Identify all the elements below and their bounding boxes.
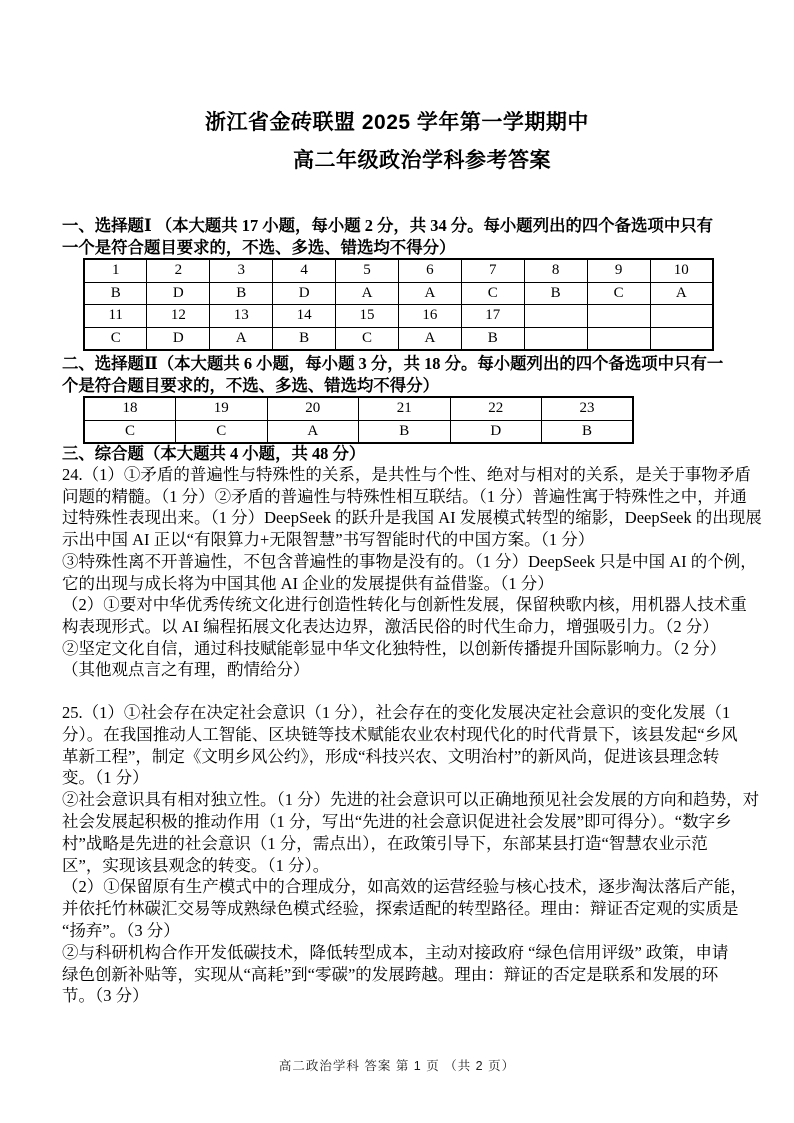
question-number-cell: 14 xyxy=(273,305,336,328)
empty-cell xyxy=(587,327,650,350)
answer-cell: D xyxy=(273,282,336,305)
table-row xyxy=(84,397,633,420)
answer-line: 并依托竹林碳汇交易等成熟绿色模式经验，探索适配的转型路径。理由：辩证否定观的实质是 xyxy=(62,899,739,919)
answer-cell: A xyxy=(398,327,461,350)
answer-line: 革新工程”，制定《文明乡风公约》，形成“科技兴农、文明治村”的新风尚，促进该县理念转 xyxy=(62,746,720,766)
answer-line: 变。（1 分） xyxy=(62,768,149,788)
answer-cell: D xyxy=(450,420,542,443)
question-number-cell: 11 xyxy=(84,305,147,328)
answer-line: ②坚定文化自信，通过科技赋能彰显中华文化独特性，以创新传播提升国际影响力。（2 分） xyxy=(62,638,727,658)
table-row xyxy=(84,327,713,350)
answer-line: （2）①要对中华优秀传统文化进行创造性转化与创新性发展，保留秧歌内核，用机器人技术重 xyxy=(62,595,747,615)
question-number-cell: 6 xyxy=(398,259,461,282)
answer-line: “扬弃”。（3 分） xyxy=(62,920,180,940)
empty-cell xyxy=(650,305,713,328)
table-row xyxy=(84,259,713,282)
answer-line: 节。（3 分） xyxy=(62,986,149,1006)
question-number-cell: 8 xyxy=(524,259,587,282)
question-number-cell: 9 xyxy=(587,259,650,282)
question-number-cell: 10 xyxy=(650,259,713,282)
answer-cell: C xyxy=(176,420,268,443)
empty-cell xyxy=(524,327,587,350)
section2-answer-table xyxy=(83,396,634,444)
answer-cell: D xyxy=(147,327,210,350)
section1-heading-line1: 一、选择题Ⅰ （本大题共 17 小题，每小题 2 分，共 34 分。每小题列出的四个备选项中只有 xyxy=(62,216,713,235)
question-number-cell: 3 xyxy=(210,259,273,282)
question-number-cell: 18 xyxy=(84,397,176,420)
document-title-line1: 浙江省金砖联盟 2025 学年第一学期期中 xyxy=(205,111,589,134)
question-number-cell: 4 xyxy=(273,259,336,282)
answer-cell: B xyxy=(84,282,147,305)
question-number-cell: 22 xyxy=(450,397,542,420)
table-row xyxy=(84,305,713,328)
answer-cell: A xyxy=(336,282,399,305)
answer-line: 村”战略是先进的社会意识（1 分，需点出），在政策引导下，东部某县打造“智慧农业示范 xyxy=(62,833,708,853)
answer-line: 区”，实现该县观念的转变。（1 分）。 xyxy=(62,855,330,875)
answer-line: 分）。在我国推动人工智能、区块链等技术赋能农业农村现代化的时代背景下，该县发起“乡风 xyxy=(62,724,738,744)
empty-cell xyxy=(650,327,713,350)
empty-cell xyxy=(524,305,587,328)
answer-line: 问题的精髓。（1 分）②矛盾的普遍性与特殊性相互联结。（1 分）普遍性寓于特殊性之中，并通 xyxy=(62,486,747,506)
section1-heading-line2: 一个是符合题目要求的，不选、多选、错选均不得分） xyxy=(62,237,456,257)
question-number-cell: 17 xyxy=(461,305,524,328)
question-number-cell: 7 xyxy=(461,259,524,282)
answer-line: （2）①保留原有生产模式中的合理成分，如高效的运营经验与核心技术，逐步淘汰落后产能， xyxy=(62,877,747,897)
answer-line: 24.（1）①矛盾的普遍性与特殊性的关系，是共性与个性、绝对与相对的关系，是关于事物矛盾 xyxy=(62,465,751,484)
answer-line: ②社会意识具有相对独立性。（1 分）先进的社会意识可以正确地预见社会发展的方向和趋势，对 xyxy=(62,790,760,810)
question-number-cell: 19 xyxy=(176,397,268,420)
answer-line: 25.（1）①社会存在决定社会意识（1 分），社会存在的变化发展决定社会意识的变化发展（1 xyxy=(62,703,731,722)
empty-cell xyxy=(587,305,650,328)
question-number-cell: 20 xyxy=(267,397,359,420)
answer-cell: A xyxy=(398,282,461,305)
answer-cell: B xyxy=(461,327,524,350)
question-number-cell: 21 xyxy=(359,397,451,420)
answer-cell: C xyxy=(84,420,176,443)
answer-cell: A xyxy=(650,282,713,305)
answer-cell: B xyxy=(524,282,587,305)
question-number-cell: 16 xyxy=(398,305,461,328)
question-number-cell: 15 xyxy=(336,305,399,328)
question-number-cell: 12 xyxy=(147,305,210,328)
question-number-cell: 1 xyxy=(84,259,147,282)
table-row xyxy=(84,420,633,443)
section1-heading xyxy=(62,215,742,258)
table-row xyxy=(84,282,713,305)
answer-cell: C xyxy=(587,282,650,305)
question25-answer xyxy=(62,702,760,1007)
answer-line: ③特殊性离不开普遍性，不包含普遍性的事物是没有的。（1 分）DeepSeek 只是中国 AI 的个例， xyxy=(62,551,757,571)
answer-line: 它的出现与成长将为中国其他 AI 企业的发展提供有益借鉴。（1 分） xyxy=(62,573,554,593)
answer-cell: B xyxy=(210,282,273,305)
section2-heading-line1: 二、选择题Ⅱ（本大题共 6 小题，每小题 3 分，共 18 分。每小题列出的四个备选项中只有一 xyxy=(62,354,724,373)
answer-line: （其他观点言之有理，酌情给分） xyxy=(62,660,310,680)
section3-heading-line: 三、综合题（本大题共 4 小题，共 48 分） xyxy=(62,444,366,463)
answer-cell: B xyxy=(359,420,451,443)
question-number-cell: 23 xyxy=(542,397,634,420)
section2-heading xyxy=(62,353,742,396)
section1-answer-table xyxy=(83,258,714,351)
question-number-cell: 13 xyxy=(210,305,273,328)
page-footer: 高二政治学科 答案 第 1 页 （共 2 页） xyxy=(278,1059,516,1073)
answer-line: 构表现形式。以 AI 编程拓展文化表达边界，激活民俗的时代生命力，增强吸引力。（2 分） xyxy=(62,616,719,636)
question-number-cell: 2 xyxy=(147,259,210,282)
answer-line: ②与科研机构合作开发低碳技术，降低转型成本，主动对接政府 “绿色信用评级” 政策，申请 xyxy=(62,942,729,962)
answer-cell: D xyxy=(147,282,210,305)
answer-line: 社会发展起积极的推动作用（1 分，写出“先进的社会意识促进社会发展”即可得分）。“数字乡 xyxy=(62,811,732,831)
answer-line: 过特殊性表现出来。（1 分）DeepSeek 的跃升是我国 AI 发展模式转型的缩影，DeepSeek 的出现展 xyxy=(62,508,762,528)
answer-cell: B xyxy=(542,420,634,443)
answer-cell: B xyxy=(273,327,336,350)
answer-cell: C xyxy=(84,327,147,350)
document-title-line2: 高二年级政治学科参考答案 xyxy=(293,149,551,172)
answer-cell: A xyxy=(267,420,359,443)
answer-cell: C xyxy=(461,282,524,305)
section3-heading xyxy=(62,443,742,465)
answer-cell: C xyxy=(336,327,399,350)
answer-cell: A xyxy=(210,327,273,350)
question-number-cell: 5 xyxy=(336,259,399,282)
answer-line: 绿色创新补贴等，实现从“高耗”到“零碳”的发展跨越。理由：辩证的否定是联系和发展的环 xyxy=(62,964,719,984)
question24-answer xyxy=(62,464,762,681)
section2-heading-line2: 个是符合题目要求的，不选、多选、错选均不得分） xyxy=(62,375,439,395)
answer-line: 示出中国 AI 正以“有限算力+无限智慧”书写智能时代的中国方案。（1 分） xyxy=(62,530,595,550)
